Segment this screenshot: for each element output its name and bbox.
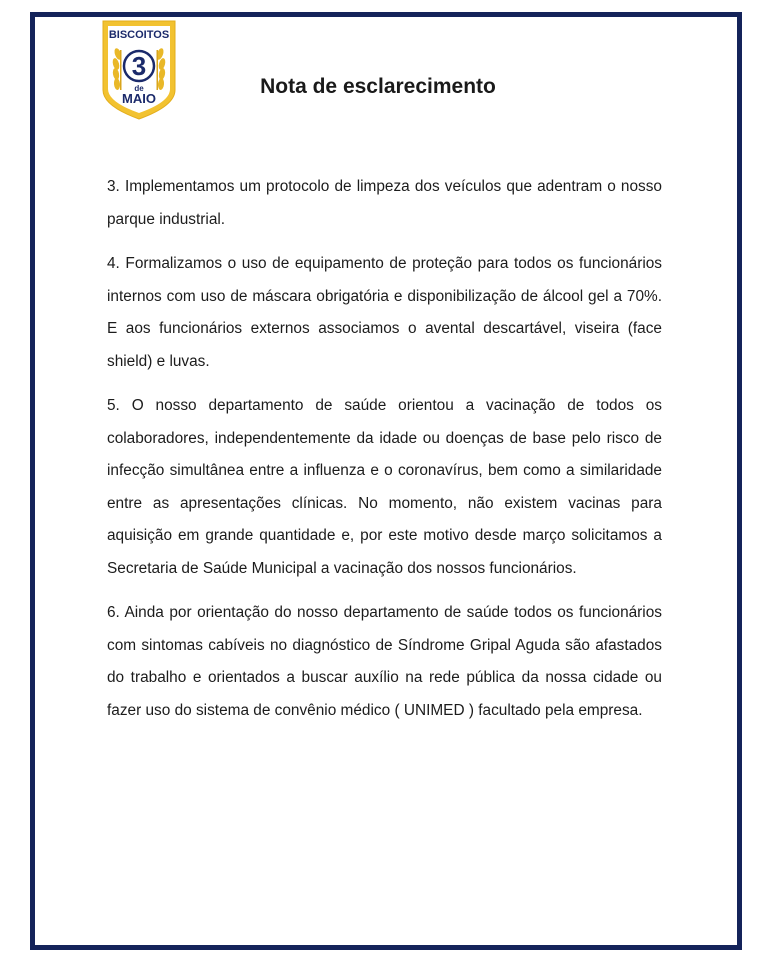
shield-logo-icon [100, 18, 178, 122]
logo-number: 3 [131, 51, 147, 81]
paragraph-5: 5. O nosso departamento de saúde orientou a vacinação de todos os colaboradores, independentemente da idade ou doenças de base pelo risco de infecção simultânea entre a influenza e o coronavírus, bem como a similaridade entre as apresentações clínicas. No momento, não existem vacinas para aquisição em grande quantidade e, por este motivo desde março solicitamos a Secretaria de Saúde Municipal a vacinação dos nossos funcionários. [107, 397, 662, 577]
paragraph-4: 4. Formalizamos o uso de equipamento de proteção para todos os funcionários internos com uso de máscara obrigatória e disponibilização de álcool gel a 70%. E aos funcionários externos associamos o avental descartável, viseira (face shield) e luvas. [107, 255, 662, 370]
logo-top-text: BISCOITOS [108, 29, 170, 41]
document-body [107, 171, 662, 739]
logo-bottom-text: MAIO [122, 91, 156, 106]
brand-logo [100, 18, 178, 122]
paragraph-6: 6. Ainda por orientação do nosso departamento de saúde todos os funcionários com sintomas cabíveis no diagnóstico de Síndrome Gripal Aguda são afastados do trabalho e orientados a buscar auxílio na rede pública da nossa cidade ou fazer uso do sistema de convênio médico ( UNIMED ) facultado pela empresa. [107, 604, 662, 719]
document-title: Nota de esclarecimento [260, 75, 496, 98]
paragraph-3: 3. Implementamos um protocolo de limpeza dos veículos que adentram o nosso parque industrial. [107, 178, 662, 228]
logo-middle-text: de [134, 84, 144, 93]
